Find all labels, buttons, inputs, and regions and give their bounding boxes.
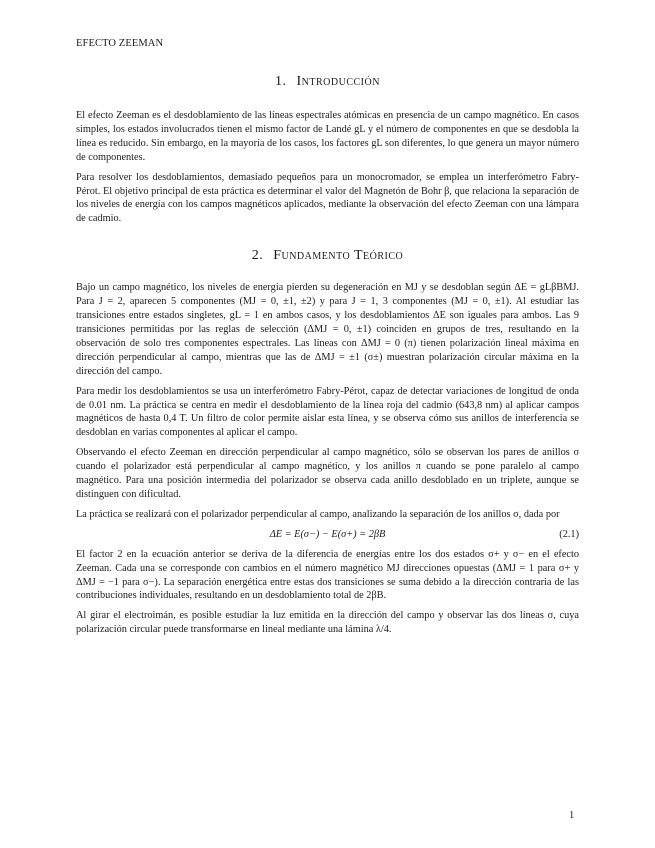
section-heading-fundamento-teorico (76, 248, 579, 264)
paragraph: Para medir los desdoblamientos se usa un interferómetro Fabry-Pérot, capaz de detectar variaciones de longitud de onda de 0.01 nm. La práctica se centra en medir el desdoblamiento de la línea roja del cadmio (643,8 nm) al aplicar campos magnéticos de hasta 0,4 T. Un filtro de color permite aislar esta línea, y se observa cómo sus anillos de interferencia se desdoblan en varias componentes al aplicar el campo. (76, 385, 579, 439)
section-title: Introducción (296, 74, 380, 89)
equation-2-1 (76, 526, 579, 544)
paragraph: El factor 2 en la ecuación anterior se deriva de la diferencia de energías entre los dos estados σ+ y σ− en el efecto Zeeman. Cada una se corresponde con cambios en el número magnético MJ direcciones opuestas (ΔMJ = 1 para σ+ y ΔMJ = −1 para σ−). La separación energética entre estas dos transiciones se suma debido a la dirección contraria de las contribuciones individuales, resultando en un desdoblamiento total de 2βB. (76, 548, 579, 602)
equation-number: (2.1) (559, 528, 579, 540)
paragraph: Para resolver los desdoblamientos, demasiado pequeños para un monocromador, se emplea un interferómetro Fabry-Pérot. El objetivo principal de esta práctica es determinar el valor del Magnetón de Bohr β, que relaciona la separación de los niveles de energía con los campos magnéticos aplicados, mediante la observación del efecto Zeeman con una lámpara de cadmio. (76, 171, 579, 225)
section-number: 2. (251, 248, 264, 264)
section-heading-introduccion (76, 74, 579, 90)
section-number: 1. (275, 74, 287, 89)
page-number: 1 (569, 810, 575, 821)
equation-expression: ΔE = E(σ−) − E(σ+) = 2βB (269, 528, 386, 540)
paragraph: El efecto Zeeman es el desdoblamiento de las líneas espectrales atómicas en presencia de un campo magnético. En casos simples, los estados involucrados tienen el mismo factor de Landé gL y el número de componentes en que se desdobla la línea es reducido. Sin embargo, en la mayoría de los casos, los factores gL son diferentes, lo que genera un mayor número de componentes. (76, 110, 579, 163)
running-header: EFECTO ZEEMAN (76, 38, 164, 49)
page-content (76, 70, 579, 643)
paragraph: La práctica se realizará con el polarizador perpendicular al campo, analizando la separación de los anillos σ, dada por (76, 508, 560, 520)
section-title: Fundamento Teórico (273, 248, 404, 264)
paragraph: Al girar el electroimán, es posible estudiar la luz emitida en la dirección del campo y observar las dos líneas σ, cuya polarización circular puede transformarse en lineal mediante una lámina λ/4. (76, 610, 579, 636)
paragraph: Bajo un campo magnético, los niveles de energía pierden su degeneración en MJ y se desdoblan según ΔE = gLβBMJ. Para J = 2, aparecen 5 componentes (MJ = 0, ±1, ±2) y para J = 1, 3 componentes (MJ = 0, ±1). Al estudiar las transiciones entre estados singletes, gL = 1 en ambos casos, y los desdoblamientos ΔE son iguales para ambos. Las 9 transiciones permitidas por las reglas de selección (ΔMJ = 0, ±1) coinciden en grupos de tres, resultando en la observación de solo tres componentes espectrales. Las líneas con ΔMJ = 0 (π) tienen polarización lineal máxima en dirección perpendicular al campo, mientras que las de ΔMJ = ±1 (σ±) muestran polarización circular máxima en la dirección del campo. (76, 282, 579, 377)
paragraph: Observando el efecto Zeeman en dirección perpendicular al campo magnético, sólo se observan los pares de anillos σ cuando el polarizador está perpendicular al campo magnético, y los anillos π cuando se pone paralelo al campo magnético. Para una posición intermedia del polarizador se observa cada anillo desdoblado en un triplete, aunque se distinguen con dificultad. (76, 447, 579, 500)
